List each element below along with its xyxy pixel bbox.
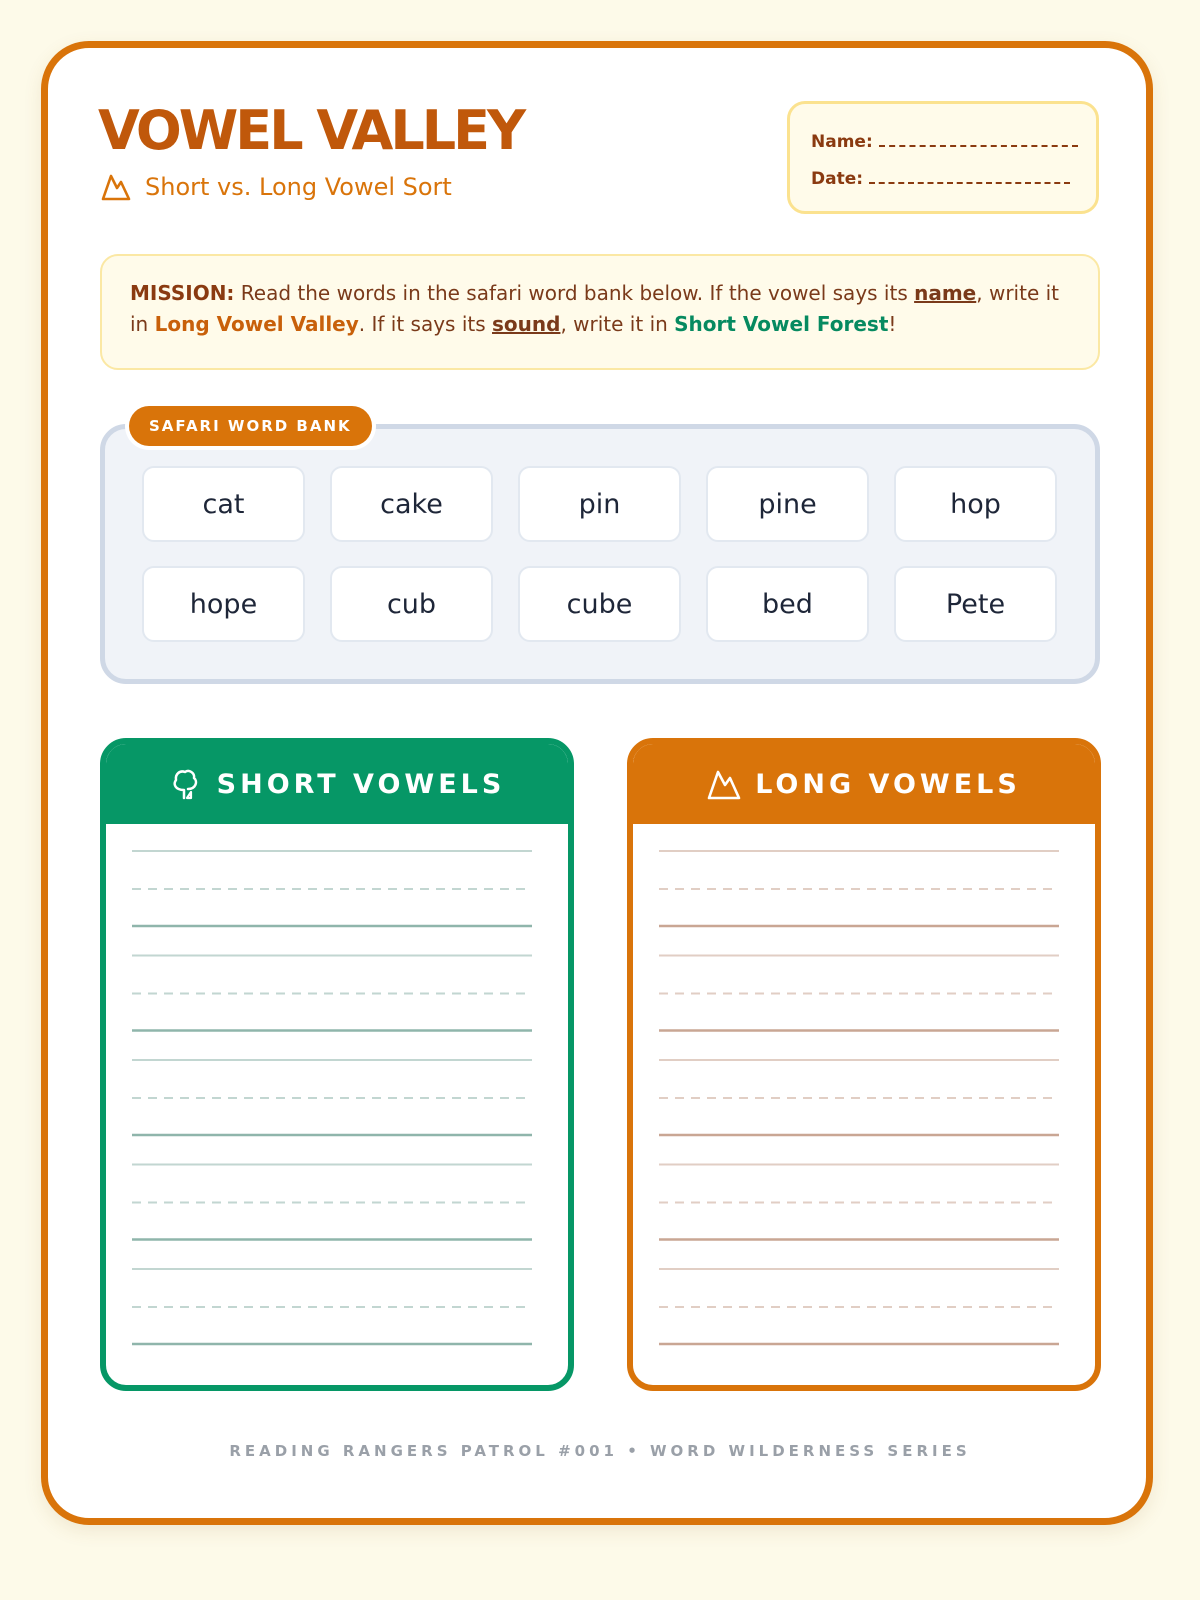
word-bank — [100, 424, 1100, 684]
word-card[interactable]: cube — [518, 566, 681, 642]
word-bank-label: SAFARI WORD BANK — [129, 406, 372, 446]
word-card[interactable]: hope — [142, 566, 305, 642]
date-label: Date: — [811, 169, 864, 189]
mountain-icon — [707, 768, 741, 800]
word-card[interactable]: bed — [706, 566, 869, 642]
mission-label: MISSION: — [130, 281, 235, 305]
long-vowels-column — [627, 738, 1101, 1391]
name-field[interactable] — [879, 131, 1078, 147]
long-vowels-header — [633, 744, 1095, 824]
long-vowels-title: LONG VOWELS — [755, 768, 1021, 800]
long-vowels-writing-area[interactable] — [633, 824, 1095, 1391]
short-vowels-writing-area[interactable] — [106, 824, 568, 1391]
date-field[interactable] — [869, 168, 1070, 184]
page-title: VOWEL VALLEY — [98, 99, 524, 162]
mountain-icon — [101, 173, 131, 201]
mission-keyword-sound: sound — [492, 312, 561, 336]
mission-long-target: Long Vowel Valley — [154, 312, 359, 336]
word-card[interactable]: cub — [330, 566, 493, 642]
subtitle — [101, 170, 452, 204]
mission-text: ! — [888, 312, 897, 336]
tree-icon — [169, 768, 203, 800]
word-card[interactable]: Pete — [894, 566, 1057, 642]
mission-text: Read the words in the safari word bank below. If the vowel says its — [234, 281, 915, 305]
word-card[interactable]: pine — [706, 466, 869, 542]
short-vowels-title: SHORT VOWELS — [216, 768, 506, 800]
short-vowels-column — [100, 738, 574, 1391]
footer: READING RANGERS PATROL #001 • WORD WILDERNESS SERIES — [229, 1442, 971, 1460]
name-label: Name: — [811, 132, 873, 152]
mission-text: , write it in — [130, 281, 1060, 336]
mission-text: , write it in — [560, 312, 675, 336]
short-vowels-header — [106, 744, 568, 824]
word-card[interactable]: pin — [518, 466, 681, 542]
subtitle-text: Short vs. Long Vowel Sort — [145, 173, 452, 201]
name-date-box — [787, 101, 1099, 214]
mission-keyword-name: name — [914, 281, 977, 305]
word-card[interactable]: hop — [894, 466, 1057, 542]
mission-text: . If it says its — [358, 312, 493, 336]
word-card[interactable]: cat — [142, 466, 305, 542]
mission-short-target: Short Vowel Forest — [674, 312, 889, 336]
word-card[interactable]: cake — [330, 466, 493, 542]
mission-box — [100, 254, 1100, 370]
